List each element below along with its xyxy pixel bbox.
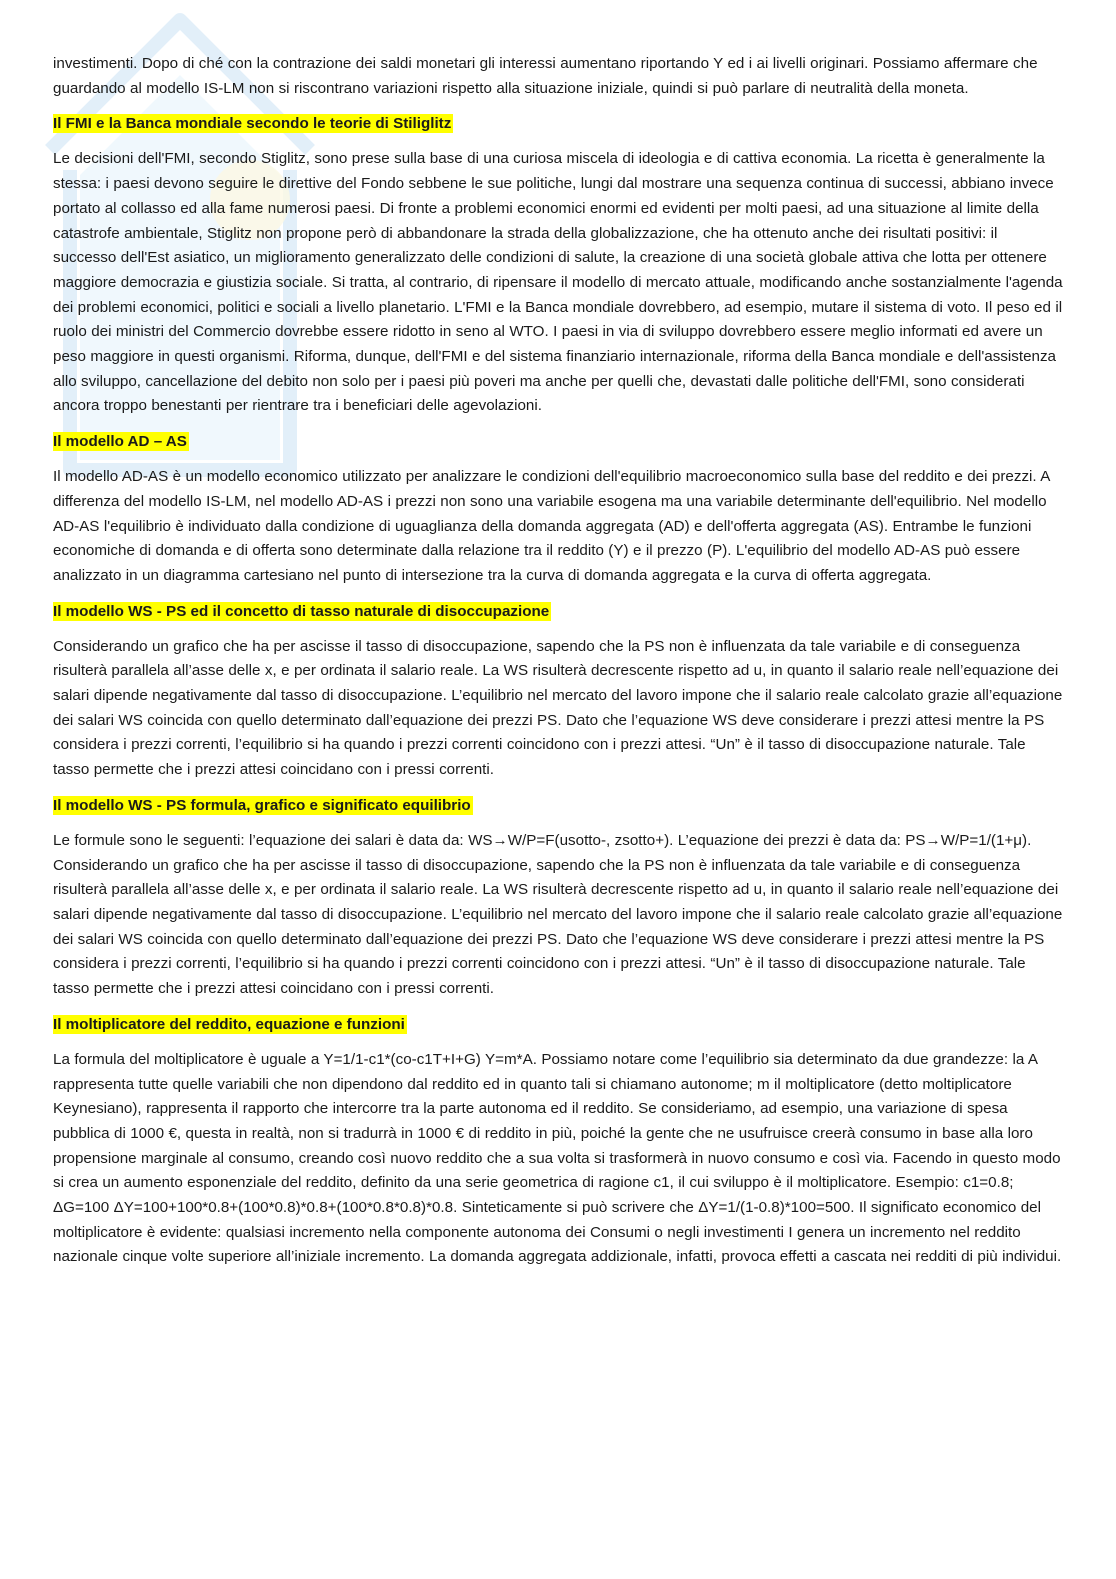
paragraph-ws-ps-formula: Le formule sono le seguenti: l’equazione dei salari è data da: WS→W/P=F(usotto-, zsotto+). L’equazione dei prezzi è data da: PS→W/P=1/(1+μ). Considerando un grafico che ha per ascisse il tasso di disoccupazione, sapendo che la PS non è influenzata da tale variabile e di conseguenza risulterà parallela all’asse delle x, e per ordinata il salario reale. La WS risulterà decrescente rispetto ad u, in quanto il salario reale nell’equazione dei salari dipende negativamente dal tasso di disoccupazione. L’equilibrio nel mercato del lavoro impone che il salario reale calcolato grazie all’equazione dei salari WS coincida con quello determinato dall’equazione dei prezzi PS. Dato che l’equazione WS deve considerare i prezzi attesi mentre la PS considera i prezzi correnti, l’equilibrio si ha quando i prezzi correnti coincidono con i prezzi attesi. “Un” è il tasso di disoccupazione naturale. Tale tasso permette che i prezzi attesi coincidano con i pressi correnti.	[53, 831, 1063, 998]
paragraph-fmi: Le decisioni dell'FMI, secondo Stiglitz, sono prese sulla base di una curiosa miscela di ideologia e di cattiva economia. La ricetta è generalmente la stessa: i paesi devono seguire le direttive del Fondo sebbene le sue politiche, lungi dal mostrare una sequenza continua di successi, abbiano invece portato al collasso ed alla fame numerosi paesi. Di fronte a problemi economici enormi ed evidenti per molti paesi, ad una situazione al limite della catastrofe ambientale, Stiglitz non propone però di abbandonare la strada della globalizzazione, che ha ottenuto anche dei risultati positivi: il successo dell'Est asiatico, un miglioramento generalizzato delle condizioni di salute, la creazione di una società globale attiva che lotta per ottenere maggiore democrazia e giustizia sociale. Si tratta, al contrario, di ripensare il modello di mercato attuale, modificando anche sostanzialmente l'agenda dei problemi economici, politici e sociali a livello planetario. L'FMI e la Banca mondiale dovrebbero, ad esempio, mutare il sistema di voto. Il peso ed il ruolo dei ministri del Commercio dovrebbe essere ridotto in seno al WTO. I paesi in via di sviluppo dovrebbero essere meglio informati ed avere un peso maggiore in questi organismi. Riforma, dunque, dell'FMI e del sistema finanziario internazionale, riforma della Banca mondiale e dell'assistenza allo sviluppo, cancellazione del debito non solo per i paesi più poveri ma anche per quelli che, devastati dalle politiche dell'FMI, sono considerati ancora troppo benestanti per rientrare tra i beneficiari delle agevolazioni.	[53, 150, 1063, 415]
heading-fmi	[53, 113, 1063, 135]
paragraph-ws-ps-tasso: Considerando un grafico che ha per ascisse il tasso di disoccupazione, sapendo che la PS non è influenzata da tale variabile e di conseguenza risulterà parallela all’asse delle x, e per ordinata il salario reale. La WS risulterà decrescente rispetto ad u, in quanto il salario reale nell’equazione dei salari dipende negativamente dal tasso di disoccupazione. L’equilibrio nel mercato del lavoro impone che il salario reale calcolato grazie all’equazione dei salari WS coincida con quello determinato dall’equazione dei prezzi PS. Dato che l’equazione WS deve considerare i prezzi attesi mentre la PS considera i prezzi correnti, l’equilibrio si ha quando i prezzi correnti coincidono con i prezzi attesi. “Un” è il tasso di disoccupazione naturale. Tale tasso permette che i prezzi attesi coincidano con i pressi correnti.	[53, 637, 1063, 779]
heading-fmi-text: Il FMI e la Banca mondiale secondo le teorie di Stiliglitz	[53, 115, 452, 133]
intro-paragraph: investimenti. Dopo di ché con la contrazione dei saldi monetari gli interessi aumentano riportando Y ed i ai livelli originari. Possiamo affermare che guardando al modello IS-LM non si riscontrano variazioni rispetto alla situazione iniziale, quindi si può parlare di neutralità della moneta.	[53, 55, 1038, 97]
heading-ws-ps-tasso-text: Il modello WS - PS ed il concetto di tasso naturale di disoccupazione	[53, 602, 550, 620]
heading-ad-as	[53, 431, 1063, 453]
heading-ws-ps-formula	[53, 795, 1063, 817]
heading-ws-ps-formula-text: Il modello WS - PS formula, grafico e significato equilibrio	[53, 796, 471, 814]
heading-ws-ps-tasso	[53, 601, 1063, 623]
heading-moltiplicatore-text: Il moltiplicatore del reddito, equazione e funzioni	[53, 1015, 405, 1033]
paragraph-ad-as: Il modello AD-AS è un modello economico utilizzato per analizzare le condizioni dell'equilibrio macroeconomico sulla base del reddito e dei prezzi. A differenza del modello IS-LM, nel modello AD-AS i prezzi non sono una variabile esogena ma una variabile determinante dell'equilibrio. Nel modello AD-AS l'equilibrio è individuato dalla condizione di uguaglianza della domanda aggregata (AD) e dell'offerta aggregata (AS). Entrambe le funzioni economiche di domanda e di offerta sono determinate dalla relazione tra il reddito (Y) e il prezzo (P). L'equilibrio del modello AD-AS può essere analizzato in un diagramma cartesiano nel punto di intersezione tra la curva di domanda aggregata e la curva di offerta aggregata.	[53, 468, 1050, 584]
heading-moltiplicatore	[53, 1014, 1063, 1036]
heading-ad-as-text: Il modello AD – AS	[53, 433, 187, 451]
paragraph-moltiplicatore: La formula del moltiplicatore è uguale a Y=1/1-c1*(co-c1T+I+G) Y=m*A. Possiamo notare come l’equilibrio sia determinato da due grandezze: la A rappresenta tutte quelle variabili che non dipendono dal reddito ed in quanto tali si chiamano autonome; m il moltiplicatore (detto moltiplicatore Keynesiano), rappresenta il rapporto che intercorre tra la parte autonoma ed il reddito. Se consideriamo, ad esempio, una variazione di spesa pubblica di 1000 €, questa in realtà, non si tradurrà in 1000 € di reddito in più, poiché la gente che ne usufruisce creerà consumo in base alla loro propensione marginale al consumo, creando così nuovo reddito che a sua volta si trasformerà in nuovo consumo e così via. Facendo in questo modo si crea un aumento esponenziale del reddito, definito da una serie geometrica di ragione c1, il cui sviluppo è il moltiplicatore. Esempio: c1=0.8; ΔG=100 ΔY=100+100*0.8+(100*0.8)*0.8+(100*0.8*0.8)*0.8. Sinteticamente si può scrivere che ΔY=1/(1-0.8)*100=500. Il significato economico del moltiplicatore è evidente: qualsiasi incremento nella componente autonoma dei Consumi o negli investimenti I genera un incremento nel reddito nazionale cinque volte superiore all’iniziale incremento. La domanda aggregata addizionale, infatti, provoca effetti a cascata nei redditi di più individui.	[53, 1050, 1062, 1266]
document-page	[53, 52, 1063, 1270]
